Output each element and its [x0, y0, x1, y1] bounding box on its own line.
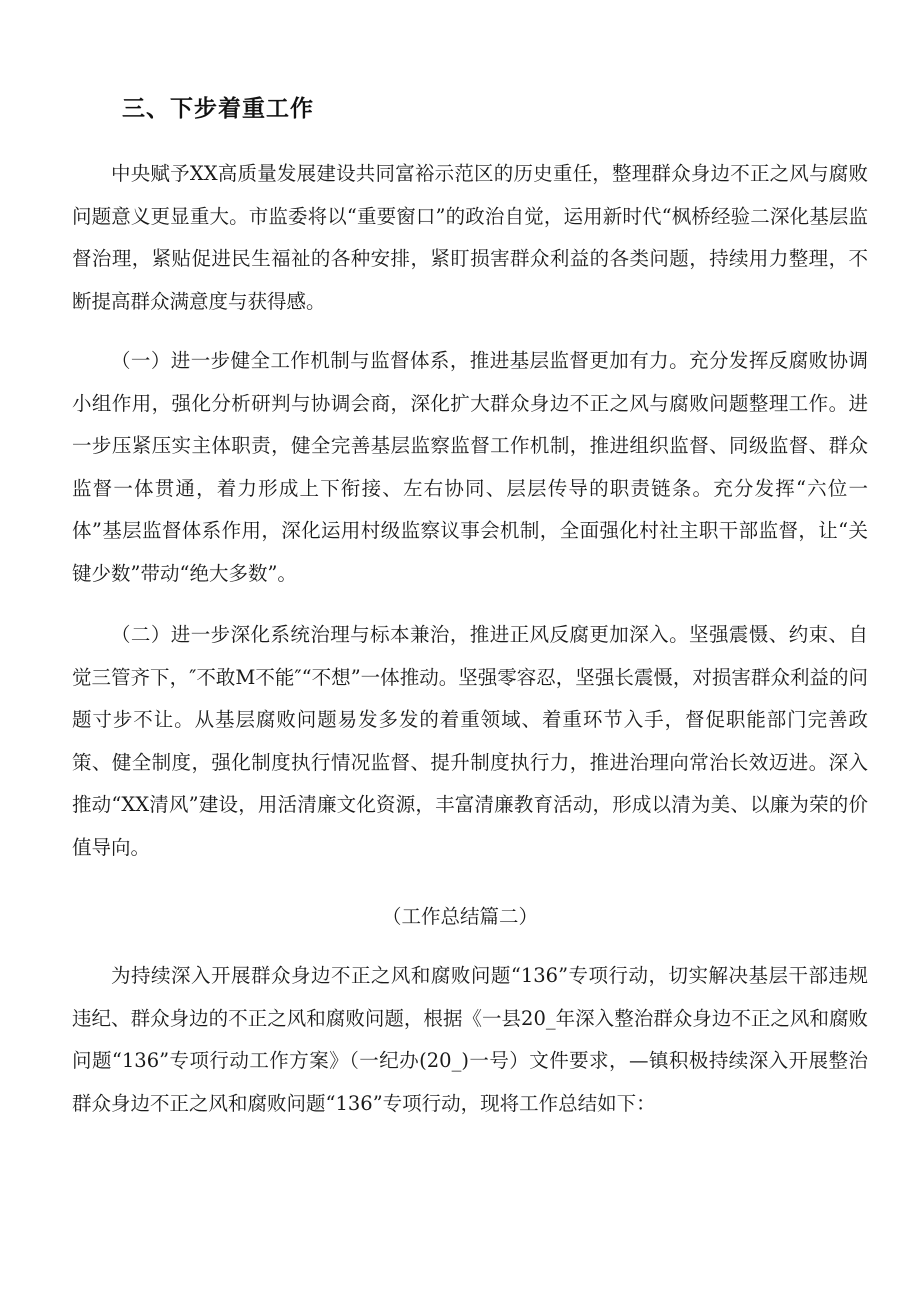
part-title: （工作总结篇二） [381, 905, 538, 928]
intro-paragraph: 中央赋予XX高质量发展建设共同富裕示范区的历史重任，整理群众身边不正之风与腐败问题意义更显重大。市监委将以“重要窗口”的政治自觉，运用新时代“枫桥经验二深化基层监督治理，紧贴促进民生福祉的各种安排，紧盯损害群众利益的各类问题，持续用力整理，不断提高群众满意度与获得感。 [72, 162, 868, 313]
closing-paragraph: 为持续深入开展群众身边不正之风和腐败问题“136”专项行动，切实解决基层干部违规违纪、群众身边的不正之风和腐败问题，根据《一县20_年深入整治群众身边不正之风和腐败问题“136”专项行动工作方案》（一纪办(20_)一号）文件要求，—镇积极持续深入开展整治群众身边不正之风和腐败问题“136”专项行动，现将工作总结如下： [72, 964, 868, 1115]
section-heading: 三、下步着重工作 [122, 96, 314, 122]
work-item-one: （一）进一步健全工作机制与监督体系，推进基层监督更加有力。充分发挥反腐败协调小组作用，强化分析研判与协调会商，深化扩大群众身边不正之风与腐败问题整理工作。进一步压紧压实主体职责，健全完善基层监察监督工作机制，推进组织监督、同级监督、群众监督一体贯通，着力形成上下衔接、左右协同、层层传导的职责链条。充分发挥“六位一体”基层监督体系作用，深化运用村级监察议事会机制，全面强化村社主职干部监督，让“关键少数”带动“绝大多数”。 [72, 349, 868, 585]
work-item-two: （二）进一步深化系统治理与标本兼治，推进正风反腐更加深入。坚强震慑、约束、自觉三管齐下，″不敢M不能″“不想”一体推动。坚强零容忍，坚强长震慑，对损害群众利益的问题寸步不让。从基层腐败问题易发多发的着重领域、着重环节入手，督促职能部门完善政策、健全制度，强化制度执行情况监督、提升制度执行力，推进治理向常治长效迈进。深入推动“XX清风”建设，用活清廉文化资源，丰富清廉教育活动，形成以清为美、以廉为荣的价值导向。 [72, 623, 868, 859]
